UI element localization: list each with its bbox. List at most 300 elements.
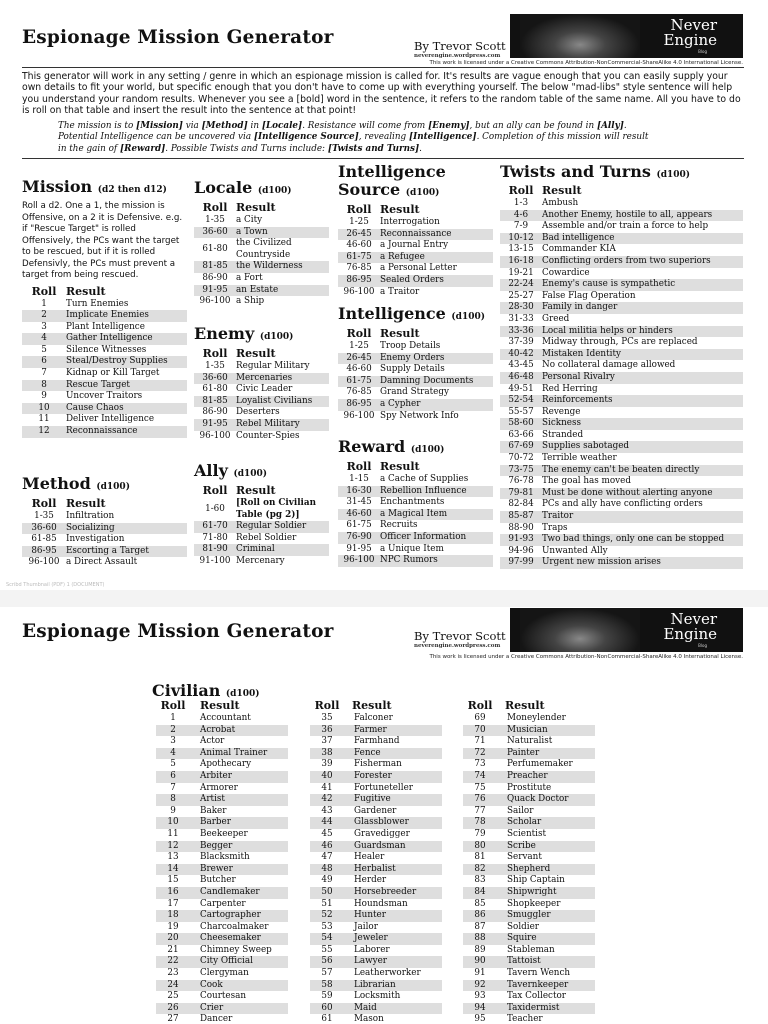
result-cell: a Personal Letter [380, 263, 457, 274]
table-row [156, 748, 288, 760]
roll-cell: 58 [310, 980, 344, 992]
roll-cell: 45 [321, 828, 333, 839]
table-row [156, 922, 288, 934]
roll-cell: 82-84 [508, 499, 534, 510]
table-row [310, 1003, 442, 1015]
result-cell: a Traitor [380, 286, 420, 297]
result-cell: Cartographer [190, 910, 288, 922]
ally-heading: Ally (d100) [194, 461, 268, 480]
table-row [338, 364, 493, 376]
logo-word-1: Never [670, 16, 717, 34]
roll-cell: 61-80 [202, 243, 228, 254]
roll-cell: 60 [310, 1003, 344, 1015]
intel-source-table: Roll Result 1-25 Interrogation 26-45 Reconnaissance 46-60 a Journal Entry 61-75 a Refugee 76-85 a Personal Letter 86-95 Sealed Orders 96-100 a Traitor [338, 203, 493, 298]
result-cell: Brewer [190, 864, 288, 876]
table-row [194, 273, 329, 285]
roll-cell: 61-75 [338, 252, 380, 264]
table-row [500, 302, 743, 314]
table-row [338, 263, 493, 275]
table-row [338, 411, 493, 423]
result-cell: Urgent new mission arises [542, 557, 743, 569]
roll-cell: 46-48 [500, 372, 542, 384]
roll-cell: 10 [156, 817, 190, 829]
result-cell: [Roll on Civilian Table (pg 2)] [236, 498, 316, 520]
roll-cell: 97-99 [500, 557, 542, 569]
twists-section [500, 163, 743, 569]
result-cell: Local militia helps or hinders [542, 326, 743, 338]
result-cell: Servant [507, 852, 542, 863]
roll-cell: 46 [310, 841, 344, 853]
result-cell: Herbalist [344, 864, 442, 876]
roll-cell: 11 [38, 414, 50, 425]
author-byline: By Trevor Scott [414, 39, 506, 53]
result-cell: a Cypher [380, 399, 493, 411]
result-cell: Apothecary [200, 759, 252, 770]
logo-word-3: Blog [698, 49, 707, 54]
roll-cell: 40 [310, 771, 344, 783]
table-row [22, 534, 187, 546]
table-row [500, 360, 743, 372]
roll-cell: 58-60 [500, 418, 542, 430]
roll-cell: 80 [463, 841, 497, 853]
result-cell: Socializing [66, 523, 187, 535]
never-engine-logo [510, 14, 743, 58]
roll-cell: 44 [310, 817, 344, 829]
result-cell: Fence [344, 748, 442, 760]
table-row [310, 759, 442, 771]
locale-table: Roll Result 1-35 a City 36-60 a Town 61-80 the Civilized Countryside 81-85 the Wilderness 86-90 a Fort 91-95 an Estate 96-100 a Ship [194, 201, 329, 308]
table-row [156, 806, 288, 818]
result-cell: an Estate [236, 285, 329, 297]
roll-cell: 85 [474, 898, 486, 909]
table-row [22, 523, 187, 535]
table-row [463, 933, 595, 945]
result-cell: False Flag Operation [542, 290, 636, 301]
table-row [500, 407, 743, 419]
reward-section [338, 438, 493, 567]
table-row [338, 387, 493, 399]
result-cell: Butcher [200, 875, 236, 886]
result-cell: Gather Intelligence [66, 333, 187, 345]
result-cell: Cook [190, 980, 288, 992]
table-row [463, 887, 595, 899]
intel-source-heading: Intelligence Source (d100) [338, 162, 446, 199]
result-cell: Traps [542, 522, 568, 533]
roll-cell: 26-45 [338, 229, 380, 241]
result-cell: a Magical Item [380, 509, 493, 521]
result-cell: Counter-Spies [236, 430, 300, 441]
result-cell: Forester [344, 771, 442, 783]
roll-cell: 35 [321, 713, 333, 723]
table-row [500, 418, 743, 430]
table-row [500, 511, 743, 523]
result-cell: Another Enemy, hostile to all, appears [542, 210, 743, 222]
table-row [310, 748, 442, 760]
table-row [310, 725, 442, 737]
intel-source-section [338, 163, 493, 298]
table-row [156, 759, 288, 771]
result-cell: Lawyer [344, 956, 442, 968]
table-row [194, 533, 329, 545]
roll-cell: 72 [463, 748, 497, 760]
table-row [338, 341, 493, 353]
result-cell: a Unique Item [380, 543, 444, 554]
table-row [463, 794, 595, 806]
roll-cell: 43-45 [508, 360, 534, 371]
table-row [463, 899, 595, 911]
table-row [500, 279, 743, 291]
table-row [310, 956, 442, 968]
table-row [310, 991, 442, 1003]
roll-cell: 12 [22, 426, 66, 438]
roll-cell: 15 [167, 875, 179, 886]
roll-cell: 11 [167, 828, 179, 839]
civilian-column-3 [463, 699, 595, 1024]
table-row [310, 806, 442, 818]
table-row [22, 414, 187, 426]
roll-cell: 42 [310, 794, 344, 806]
table-row [22, 333, 187, 345]
roll-cell: 46-60 [346, 240, 372, 251]
result-cell: Artist [190, 794, 288, 806]
result-cell: Naturalist [507, 736, 553, 747]
roll-cell: 1-25 [349, 341, 369, 351]
result-cell: Shipwright [497, 887, 595, 899]
result-cell: Stranded [542, 429, 584, 440]
table-row [463, 806, 595, 818]
result-cell: Deserters [236, 407, 280, 418]
author-url-2: neverengine.wordpress.com [414, 643, 501, 649]
roll-cell: 6 [22, 356, 66, 368]
roll-cell: 93 [474, 991, 486, 1002]
result-cell: Sickness [542, 418, 743, 430]
roll-cell: 13 [167, 852, 179, 863]
table-row [22, 322, 187, 334]
intelligence-section [338, 305, 493, 422]
table-row [338, 509, 493, 521]
table-row [156, 794, 288, 806]
result-cell: Cause Chaos [66, 403, 187, 415]
result-cell: Criminal [236, 544, 329, 556]
page-title-2: Espionage Mission Generator [22, 621, 334, 642]
result-cell: Leatherworker [354, 968, 421, 979]
section-divider [22, 158, 744, 159]
result-cell: The enemy can't be beaten directly [542, 465, 743, 477]
table-row [500, 349, 743, 361]
result-cell: Teacher [507, 1014, 543, 1024]
result-cell: Greed [542, 313, 570, 324]
result-cell: Horsebreeder [344, 887, 442, 899]
result-cell: Fortuneteller [354, 782, 413, 793]
roll-cell: 74 [463, 771, 497, 783]
table-row [194, 296, 329, 308]
result-cell: The goal has moved [542, 476, 631, 487]
roll-cell: 96-100 [28, 557, 60, 568]
roll-cell: 13-15 [508, 244, 534, 255]
enemy-table: Roll Result 1-35 Regular Military 36-60 Mercenaries 61-80 Civic Leader 81-85 Loyalist Civilians 86-90 Deserters 91-95 Rebel Military 96-100 Counter-Spies [194, 347, 329, 442]
table-row [156, 817, 288, 829]
table-row [156, 829, 288, 841]
civilian-heading: Civilian (d100) [152, 681, 260, 700]
result-cell: Troop Details [380, 341, 441, 351]
result-cell: Regular Military [236, 361, 310, 371]
table-row [310, 899, 442, 911]
roll-cell: 81-85 [194, 261, 236, 273]
table-row [156, 933, 288, 945]
result-cell: Blacksmith [200, 852, 250, 863]
table-row [338, 240, 493, 252]
civilian-table-2: Roll Result 35 Falconer 36 Farmer 37 Farmhand 38 Fence 39 Fisherman 40 Forester 41 Fortuneteller 42 Fugitive 43 Gardener 44 Glassblower 45 Gravedigger 46 Guardsman 47 Healer 48 Herbalist 49 Herder 50 Horsebreeder 51 Houndsman 52 Hunter 53 Jailor 54 Jeweler 55 Laborer 56 Lawyer 57 Leatherworker 58 Librarian 59 Locksmith 60 Maid 61 Mason [310, 699, 442, 1024]
result-cell: a Fort [236, 272, 263, 283]
result-cell: Traitor [542, 511, 743, 523]
table-row [500, 268, 743, 280]
roll-cell: 43 [321, 805, 333, 816]
table-row [156, 887, 288, 899]
result-cell: Enchantments [380, 497, 445, 508]
result-cell: PCs and ally have conflicting orders [542, 499, 703, 510]
page-gap [0, 590, 768, 607]
roll-cell: 1-25 [349, 217, 369, 227]
table-row [500, 476, 743, 488]
result-cell: a Journal Entry [380, 240, 449, 251]
result-cell: Acrobat [190, 725, 288, 737]
roll-cell: 78 [463, 817, 497, 829]
result-cell: Conflicting orders from two superiors [542, 256, 743, 268]
roll-cell: 8 [156, 794, 190, 806]
result-cell: NPC Rumors [380, 555, 493, 567]
roll-cell: 96-100 [338, 555, 380, 567]
table-row [463, 817, 595, 829]
roll-cell: 9 [41, 391, 47, 402]
roll-cell: 88-90 [508, 522, 534, 533]
table-row [500, 314, 743, 326]
table-row [156, 968, 288, 980]
result-cell: a Cache of Supplies [380, 474, 469, 484]
roll-cell: 10 [22, 403, 66, 415]
roll-cell: 51 [321, 898, 333, 909]
roll-cell: 31-45 [346, 497, 372, 508]
roll-cell: 16 [156, 887, 190, 899]
roll-cell: 26-45 [338, 353, 380, 365]
result-cell: Revenge [542, 406, 581, 417]
roll-cell: 61-75 [346, 520, 372, 531]
roll-cell: 94-96 [508, 545, 534, 556]
roll-cell: 25-27 [508, 290, 534, 301]
table-row [500, 546, 743, 558]
table-row [310, 922, 442, 934]
roll-cell: 91-95 [194, 285, 236, 297]
roll-cell: 55-57 [508, 406, 534, 417]
table-row [194, 431, 329, 443]
roll-cell: 69 [474, 713, 486, 723]
result-cell: Courtesan [200, 991, 247, 1002]
table-row [156, 852, 288, 864]
table-row [194, 498, 329, 521]
table-row [500, 256, 743, 268]
roll-cell: 75 [474, 782, 486, 793]
roll-cell: 52 [310, 910, 344, 922]
result-cell: Reinforcements [542, 395, 743, 407]
table-row [22, 403, 187, 415]
result-cell: Mercenary [236, 555, 285, 566]
roll-cell: 21 [167, 944, 179, 955]
roll-cell: 70-72 [508, 453, 534, 464]
table-row [500, 233, 743, 245]
roll-cell: 1 [170, 713, 176, 723]
result-cell: City Official [190, 956, 288, 968]
roll-cell: 96-100 [199, 430, 231, 441]
table-row [500, 337, 743, 349]
result-cell: Locksmith [354, 991, 401, 1002]
result-cell: Moneylender [507, 713, 566, 723]
result-cell: Plant Intelligence [66, 321, 145, 332]
roll-cell: 36-60 [194, 227, 236, 239]
table-row [500, 523, 743, 535]
table-row [500, 534, 743, 546]
ally-table: Roll Result 1-60 [Roll on Civilian Table (pg 2)] 61-70 Regular Soldier 71-80 Rebel Soldier 81-90 Criminal 91-100 Mercenary [194, 484, 329, 568]
table-row [310, 794, 442, 806]
roll-cell: 53 [321, 921, 333, 932]
result-cell: a Town [236, 227, 329, 239]
result-cell: Carpenter [200, 898, 246, 909]
roll-cell: 61 [321, 1014, 333, 1024]
roll-cell: 61-70 [194, 521, 236, 533]
table-row [463, 771, 595, 783]
roll-cell: 85-87 [500, 511, 542, 523]
roll-cell: 91 [474, 968, 486, 979]
result-cell: Rebel Military [236, 419, 329, 431]
result-cell: Candlemaker [190, 887, 288, 899]
result-cell: Stableman [507, 944, 555, 955]
roll-cell: 36-60 [194, 373, 236, 385]
roll-cell: 48 [310, 864, 344, 876]
table-row [463, 875, 595, 887]
result-cell: Tax Collector [507, 991, 567, 1002]
table-row [156, 783, 288, 795]
result-cell: Scientist [507, 828, 547, 839]
roll-cell: 5 [170, 759, 176, 770]
roll-cell: 2 [156, 725, 190, 737]
roll-cell: 86-90 [202, 272, 228, 283]
enemy-heading: Enemy (d100) [194, 324, 294, 343]
result-cell: Deliver Intelligence [66, 414, 155, 425]
result-cell: Enemy's cause is sympathetic [542, 279, 743, 291]
mission-description: Roll a d2. One a 1, the mission is Offensive, on a 2 it is Defensive. e.g. if "Rescue Target" is rolled Offensively, the PCs want the target to be rescued, but if it is rolled Defensivly, the PCs must prevent a target from being rescued. [22, 201, 183, 280]
result-cell: the Wilderness [236, 261, 329, 273]
table-row [22, 546, 187, 558]
table-row [463, 910, 595, 922]
roll-cell: 81 [474, 852, 486, 863]
roll-cell: 94 [463, 1003, 497, 1015]
table-row [194, 521, 329, 533]
table-row [500, 557, 743, 569]
table-row [156, 841, 288, 853]
result-cell: Fugitive [344, 794, 442, 806]
page-footer-note: Scribd Thumbnail (PDF) 1 (DOCUMENT) [6, 582, 105, 588]
result-cell: Steal/Destroy Supplies [66, 356, 187, 368]
table-row [310, 968, 442, 980]
table-row [338, 520, 493, 532]
result-cell: Supplies sabotaged [542, 441, 743, 453]
table-row [463, 945, 595, 957]
result-cell: Reconnaissance [66, 426, 187, 438]
table-row [463, 968, 595, 980]
result-cell: Fisherman [354, 759, 402, 770]
roll-cell: 16-30 [338, 486, 380, 498]
roll-cell: 50 [310, 887, 344, 899]
enemy-section [194, 325, 329, 442]
roll-cell: 40-42 [500, 349, 542, 361]
result-cell: Farmhand [354, 736, 400, 747]
table-row [310, 887, 442, 899]
roll-cell: 91-95 [346, 543, 372, 554]
table-row [500, 291, 743, 303]
roll-cell: 76-85 [346, 263, 372, 274]
table-row [338, 497, 493, 509]
result-cell: Spy Network Info [380, 410, 459, 421]
civilian-table-3: Roll Result 69 Moneylender 70 Musician 71 Naturalist 72 Painter 73 Perfumemaker 74 Preacher 75 Prostitute 76 Quack Doctor 77 Sailor 78 Scholar 79 Scientist 80 Scribe 81 Servant 82 Shepherd 83 Ship Captain 84 Shipwright 85 Shopkeeper 86 Smuggler 87 Soldier 88 Squire 89 Stableman 90 Tattoist 91 Tavern Wench 92 Tavernkeeper 93 Tax Collector 94 Taxidermist 95 Teacher [463, 699, 595, 1024]
mission-section [22, 178, 187, 438]
table-row [500, 221, 743, 233]
page-title: Espionage Mission Generator [22, 27, 334, 48]
never-engine-logo-2 [510, 608, 743, 652]
roll-cell: 17 [167, 898, 179, 909]
roll-cell: 12 [156, 841, 190, 853]
roll-cell: 96-100 [343, 286, 375, 297]
result-cell: Shopkeeper [507, 898, 561, 909]
result-cell: Healer [354, 852, 385, 863]
result-cell: Bad intelligence [542, 233, 743, 245]
table-row [194, 285, 329, 297]
result-cell: Interrogation [380, 217, 440, 227]
result-cell: Farmer [344, 725, 442, 737]
roll-cell: 76-90 [338, 532, 380, 544]
result-cell: Enemy Orders [380, 353, 493, 365]
reward-table: Roll Result 1-15 a Cache of Supplies 16-30 Rebellion Influence 31-45 Enchantments 46-60 a Magical Item 61-75 Recruits 76-90 Officer Information 91-95 a Unique Item 96-100 NPC Rumors [338, 460, 493, 567]
roll-cell: 9 [170, 805, 176, 816]
result-cell: Gravedigger [354, 828, 410, 839]
madlib-sentence: The mission is to [Mission] via [Method] in [Locale]. Resistance will come from [Enemy], but an ally can be found in [Ally]. Potential Intelligence can be uncovered via [Intelligence Source], revealing [Intelligence]. Completion of this mission will result in the gain of [Reward]. Possible Twists and Turns include: [Twists and Turns]. [58, 121, 649, 154]
author-byline-2: By Trevor Scott [414, 629, 506, 643]
result-cell: Ambush [542, 198, 579, 208]
result-cell: Scholar [497, 817, 595, 829]
result-cell: Personal Rivalry [542, 372, 743, 384]
result-cell: Commander KIA [542, 244, 616, 255]
table-row [22, 310, 187, 322]
roll-cell: 19 [167, 921, 179, 932]
table-row [194, 556, 329, 568]
result-cell: Silence Witnesses [66, 344, 147, 355]
table-row [338, 275, 493, 287]
result-cell: Librarian [344, 980, 442, 992]
result-cell: Terrible weather [542, 453, 617, 464]
table-row [500, 326, 743, 338]
result-cell: Cowardice [542, 267, 590, 278]
table-row [463, 980, 595, 992]
logo-word-3: Blog [698, 643, 707, 648]
roll-cell: 71-80 [202, 532, 228, 543]
table-row [194, 544, 329, 556]
table-row [500, 499, 743, 511]
table-row [463, 991, 595, 1003]
table-row [156, 991, 288, 1003]
roll-cell: 55 [321, 944, 333, 955]
table-row [194, 215, 329, 227]
result-cell: Tattoist [497, 956, 595, 968]
license-text-2: This work is licensed under a Creative Commons Attribution-NonCommercial-ShareAlike 4.0 International License. [429, 654, 743, 660]
table-row [463, 864, 595, 876]
roll-cell: 96-100 [199, 296, 231, 307]
